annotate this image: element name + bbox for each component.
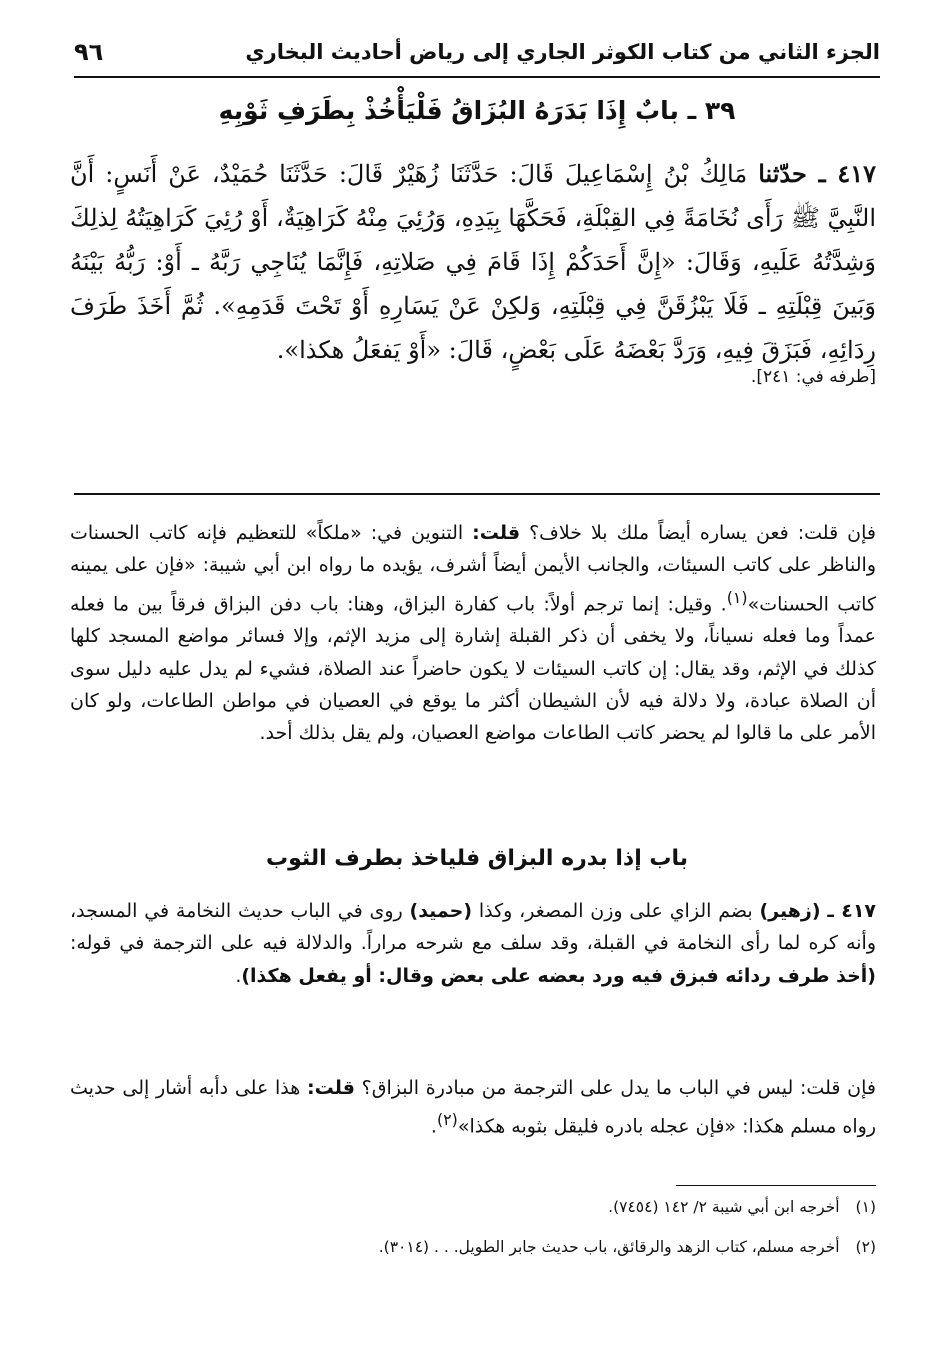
- question-text: فإن قلت: ليس في الباب ما يدل على الترجمة من مبادرة البزاق؟: [361, 1077, 876, 1099]
- footnote-text: أخرجه مسلم، كتاب الزهد والرقائق، باب حديث جابر الطويل. . . (٣٠١٤).: [378, 1238, 840, 1256]
- commentary-text: . وقيل: إنما ترجم أولاً: باب كفارة البزاق، وهنا: باب دفن البزاق فرقاً بين ما فعله عمداً وما فعله نسياناً، ولا يخفى أن ذكر القبلة إشارة إلى مزيد الإثم، وإلا فسائر مواضع المسجد كلها كذلك في الإثم، وقد يقال: إن كاتب السيئات لا يكون حاضراً عند الصلاة، فشيء لم يدل عليه دليل سوى أن الصلاة عبادة، ولا دلالة فيه لأن الشيطان أكثر ما يوقع في العصيان في مواطن الطاعات، ولو كان الأمر على ما قالوا لم يحضر كاتب الطاعات مواضع العصيان، ولم يقل بذلك أحد.: [70, 592, 876, 745]
- running-title: الجزء الثاني من كتاب الكوثر الجاري إلى رياض أحاديث البخاري: [245, 40, 880, 64]
- question-text: فإن قلت: فعن يساره أيضاً ملك بلا خلاف؟: [529, 522, 876, 544]
- footnote-divider: [676, 1185, 876, 1186]
- hadith-body: مَالِكُ بْنُ إِسْمَاعِيلَ قَالَ: حَدَّثَنَا زُهَيْرٌ قَالَ: حَدَّثَنَا حُمَيْدٌ، عَنْ أَنَسٍ: أَنَّ النَّبِيَّ ﷺ رَأَى نُخَامَةً فِي القِبْلَةِ، فَحَكَّهَا بِيَدِهِ، وَرُئِيَ مِنْهُ كَرَاهِيَةٌ، أَوْ رُئِيَ كَرَاهِيَتُهُ لِذلِكَ وَشِدَّتُهُ عَلَيهِ، وَقَالَ: «إِنَّ أَحَدَكُمْ إِذَا قَامَ فِي صَلاتِهِ، فَإِنَّمَا يُنَاجِي رَبَّهُ ـ أَوْ: رَبُّهُ بَيْنَهُ وَبَينَ قِبْلَتِهِ ـ فَلَا يَبْزُقَنَّ فِي قِبْلَتِهِ، وَلكِنْ عَنْ يَسَارِهِ أَوْ تَحْتَ قَدَمِهِ». ثُمَّ أَخَذَ طَرَفَ رِدَائِهِ، فَبَزَقَ فِيهِ، وَرَدَّ بَعْضَهُ عَلَى بَعْضٍ، قَالَ: «أَوْ يَفعَلُ هكذا».: [70, 160, 876, 364]
- running-header: [74, 36, 880, 78]
- commentary-text: بضم الزاي على وزن المصغر، وكذا: [478, 900, 753, 922]
- narrator-name: (حميد): [409, 900, 473, 922]
- punctuation: .: [235, 964, 242, 987]
- narrator-name: (زهير): [759, 900, 821, 922]
- footnote: [379, 1238, 876, 1256]
- answer-text: هذا على دأبه أشار إلى حديث رواه مسلم هكذا: «فإن عجله بادره فليقل بثوبه هكذا»: [70, 1077, 876, 1138]
- chapter-title: ٣٩ ـ بابٌ إِذَا بَدَرَهُ البُزَاقُ فَلْيَأْخُذْ بِطَرَفِ ثَوْبِهِ: [218, 96, 736, 125]
- page-number: ٩٦: [74, 38, 104, 66]
- hadith-number: ٤١٧ ـ حدّثنا: [758, 159, 876, 188]
- commentary-paragraph-2: [70, 895, 876, 992]
- answer-label: قلت:: [472, 522, 521, 544]
- footnote-ref: (١): [726, 587, 748, 607]
- commentary-text: روى في الباب حديث النخامة في المسجد، وأنه كره لما رأى النخامة في القبلة، وقد سلف مع شرحه مراراً. والدلالة فيه على الترجمة في قوله:: [70, 900, 876, 955]
- answer-text: التنوين في: «ملكاً» للتعظيم فإنه كاتب الحسنات والناظر على كاتب السيئات، والجانب الأيمن أيضاً أشرف، يؤيده ما رواه ابن أبي شيبة: «فإن على يمينه كاتب الحسنات»: [70, 522, 877, 615]
- footnote-number: (١): [855, 1198, 876, 1216]
- hadith-text: [70, 152, 876, 372]
- commentary-paragraph-1: [70, 517, 876, 749]
- cross-reference: [طرفه في: ٢٤١].: [750, 367, 876, 387]
- footnote-text: أخرجه ابن أبي شيبة ٢/ ١٤٢ (٧٤٥٤).: [608, 1198, 840, 1216]
- commentary-paragraph-3: [70, 1072, 876, 1143]
- section-divider: [74, 493, 880, 495]
- footnote-number: (٢): [855, 1238, 876, 1256]
- quoted-phrase: (أخذ طرف ردائه فبزق فيه ورد بعضه على بعض وقال: أو يفعل هكذا): [241, 964, 876, 987]
- footnote-ref: (٢): [436, 1110, 458, 1130]
- answer-label: قلت:: [307, 1077, 355, 1099]
- commentary-heading: باب إذا بدره البزاق فلياخذ بطرف الثوب: [265, 846, 689, 871]
- footnote: [608, 1198, 876, 1216]
- punctuation: .: [430, 1115, 437, 1138]
- hadith-number: ٤١٧ ـ: [827, 900, 877, 922]
